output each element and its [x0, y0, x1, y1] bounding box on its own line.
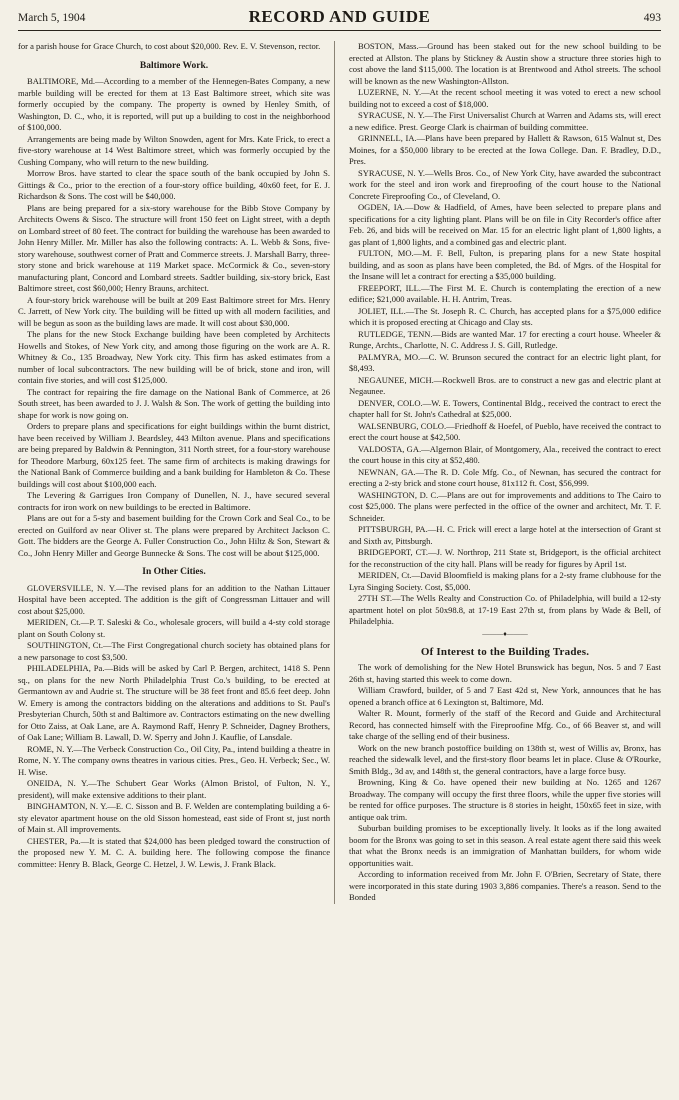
city-item: ROME, N. Y.—The Verbeck Construction Co., Oil City, Pa., intend building a theatre in Rome, N. Y. The company owns theatres in various cities. Pres., Geo. H. Verbeck; Sec., W. H. Wise. — [18, 743, 330, 777]
building-trades-heading: Of Interest to the Building Trades. — [420, 645, 590, 658]
cities-continued-section — [349, 41, 661, 628]
baltimore-section — [18, 76, 330, 559]
city-item: GLOVERSVILLE, N. Y.—The revised plans for an addition to the Nathan Littauer Hospital have been accepted. The addition is the gift of Congressman Littauer and will cost about $25,000. — [18, 582, 330, 616]
city-item: FULTON, MO.—M. F. Bell, Fulton, is preparing plans for a new State hospital building, and as soon as plans have been completed, the Bd. of Mgrs. of the Hospital for the Insane will let a contract for erecting a $35,000 building. — [349, 248, 661, 281]
baltimore-item: The plans for the new Stock Exchange building have been completed by Architects Howells and Stokes, of New York city, and among those figuring on the work are A. R. Whitney & Co., 135 Broadway, New York city. This firm has asked estimates from a number of local subcontractors. The new building will be of brick, stone and iron, will contain five stories, and will cost $125,000. — [18, 329, 330, 385]
baltimore-item: The contract for repairing the fire damage on the National Bank of Commerce, at 26 South street, has been awarded to J. J. Walsh & Son. The work of getting the building into shape for work is now going on. — [18, 386, 330, 420]
other-cities-heading: In Other Cities. — [142, 567, 206, 577]
city-item: VALDOSTA, GA.—Algernon Blair, of Montgomery, Ala., received the contract to erect the court house in this city at $52,480. — [349, 443, 661, 465]
right-column — [349, 41, 661, 904]
baltimore-item: A four-story brick warehouse will be built at 209 East Baltimore street for Mrs. Henry C. Jarrett, of New York city. The building will be fitted up with all modern facilities, and will be begun as soon as the building laws are made. It will cost about $30,000. — [18, 294, 330, 328]
left-column — [18, 41, 335, 904]
trades-item: Suburban building promises to be exceptionally lively. It looks as if the long awaited boom for the Bronx was going to set in this season. A real estate agent there said this week that what the Bronx needs is an immigration of Manhattan builders, for whom wide opportunities wait. — [349, 823, 661, 868]
baltimore-item: The Levering & Garrigues Iron Company of Dunellen, N. J., have secured several contracts for iron work on new buildings to be erected in Baltimore. — [18, 490, 330, 512]
city-item: WASHINGTON, D. C.—Plans are out for improvements and additions to The Cairo to cost $25,000. The plans were perfected in the office of the owner and architect, Mr. T. F. Schneider. — [349, 489, 661, 523]
city-item: JOLIET, ILL.—The St. Joseph R. C. Church, has accepted plans for a $75,000 edifice which it is proposed erecting at Chicago and Clay sts. — [349, 305, 661, 327]
city-item: NEGAUNEE, MICH.—Rockwell Bros. are to construct a new gas and electric plant at Negaunee. — [349, 374, 661, 396]
city-item: OGDEN, IA.—Dow & Hadfield, of Ames, have been selected to prepare plans and specifications for a city lighting plant. Plans will be on file in City Recorder's office after Feb. 26, and bids will be received on Mar. 15 for an electric light plant of 1,800 lights, a gas plant of 1,800 lights, and a combined gas and electric plant. — [349, 202, 661, 247]
city-item: PITTSBURGH, PA.—H. C. Frick will erect a large hotel at the intersection of Grant st and Sixth av, Pittsburgh. — [349, 524, 661, 546]
city-item: DENVER, COLO.—W. E. Towers, Continental Bldg., received the contract to erect the chapter hall for St. John's Cathedral at $25,000. — [349, 397, 661, 419]
trades-item: The work of demolishing for the New Hotel Brunswick has begun, Nos. 5 and 7 East 26th st, having started this week to come down. — [349, 662, 661, 684]
trades-item: Browning, King & Co. have opened their new building at No. 1265 and 1267 Broadway. The company will occupy the first three floors, while the upper five stories will be rented for office purposes. The structure is 8 stories in height, 150x65 feet in size, with antique oak trim. — [349, 777, 661, 822]
baltimore-item: Arrangements are being made by Wilton Snowden, agent for Mrs. Kate Frick, to erect a five-story warehouse at 14 West Baltimore street, which was formerly occupied by the Cushing Company, who will return to the new building. — [18, 133, 330, 167]
intro-paragraph: for a parish house for Grace Church, to cost about $20,000. Rev. E. V. Stevenson, rector. — [18, 41, 321, 51]
city-item: CHESTER, Pa.—It is stated that $24,000 has been pledged toward the construction of the proposed new Y. M. C. A. building here. The following compose the finance committee: Henry B. Black, George C. Hetzel, J. W. Lewis, J. Frank Black. — [18, 835, 330, 869]
city-item: SYRACUSE, N. Y.—The First Universalist Church at Warren and Adams sts, will erect a new edifice. Prest. George Clark is chairman of building committee. — [349, 110, 661, 132]
trades-item: Walter R. Mount, formerly of the staff of the Record and Guide and Architectural Record, has connected himself with the Fireproofine Mfg. Co., of 66 Beaver st, and will take charge of the selling end of their business. — [349, 708, 661, 741]
baltimore-item: Plans are being prepared for a six-story warehouse for the Bibb Stove Company by Architects Owens & Sisco. The structure will front 150 feet on Light street, with a depth on Lombard street of 80 feet. The contract for building the warehouse has been awarded to John Henry Miller. Mr. Miller has also the following contracts: A. L. Webb & Sons, five-story warehouse, southwest corner of Pratt and Commerce streets. J. Marshall Barry, three-story stone and brick warehouse at 119 Market space. McCormick & Co., seven-story manufacturing plant, Concord and Lombard streets. Sadtler building, six-story brick, East Baltimore street, cost $60,000; Henry Brauns, architect. — [18, 202, 330, 293]
trades-item: William Crawford, builder, of 5 and 7 East 42d st, New York, announces that he has opened a branch office at 6 Lexington st, Baltimore, Md. — [349, 685, 661, 707]
city-item: PALMYRA, MO.—C. W. Brunson secured the contract for an electric light plant, for $8,493. — [349, 351, 661, 373]
city-item: WALSENBURG, COLO.—Friedhoff & Hoefel, of Pueblo, have received the contract to erect the court house at $42,500. — [349, 420, 661, 442]
issue-date: March 5, 1904 — [18, 12, 86, 24]
article-columns — [18, 41, 661, 904]
city-item: SOUTHINGTON, Ct.—The First Congregational church society has obtained plans for a new parsonage to cost $3,500. — [18, 640, 330, 662]
city-item: MERIDEN, Ct.—P. T. Saleski & Co., wholesale grocers, will build a 4-sty cold storage plant on South Colony st. — [18, 617, 330, 639]
city-item: NEWNAN, GA.—The R. D. Cole Mfg. Co., of Newnan, has secured the contract for erecting a 2-sty brick and stone court house, 81x112 ft. Cost, $56,999. — [349, 466, 661, 488]
baltimore-item: Orders to prepare plans and specifications for eight buildings within the burnt district, have been received by William J. Beardsley, 443 Milton avenue. Plans and specifications are being prepared by Baldwin & Pennington, 311 North street, for a four-story warehouse for Theodore Marburg, 60x125 feet. The same firm of architects is making drawings for the National Bank of Commerce building and a bank building for Hambleton & Co. These buildings will cost about $100,000 each. — [18, 421, 330, 489]
city-item: MERIDEN, Ct.—David Bloomfield is making plans for a 2-sty frame clubhouse for the Lyra Singing Society. Cost, $5,000. — [349, 570, 661, 592]
page-header — [18, 6, 661, 31]
trades-item: Work on the new branch postoffice building on 138th st, west of Willis av, Bronx, has reached the sidewalk level, and the first-story floor beams let in place. Cluse & O'Rourke, Smith Bldg., 3d av, and 148th st, the general contractors, have a large force busy. — [349, 742, 661, 776]
city-item: 27TH ST.—The Wells Realty and Construction Co. of Philadelphia, will build a 12-sty apartment hotel on plot 50x98.8, at 17-19 East 27th st, from plans by Wade & Bell, of Philadelphia. — [349, 593, 661, 626]
other-cities-section — [18, 583, 330, 871]
baltimore-item: BALTIMORE, Md.—According to a member of the Hennegen-Bates Company, a new marble building will be erected for them at 13 East Baltimore street, which site was formerly occupied by the company. The property is owned by Henley Smith, of Washington, D. C., who, it is reported, will put up a building to cost in the neighborhood of $100,000. — [18, 76, 330, 132]
city-item: PHILADELPHIA, Pa.—Bids will be asked by Carl P. Bergen, architect, 1418 S. Penn sq., on plans for the new North Philadelphia Trust Co.'s building, to be erected at Germantown av and Audrie st. The structure will be 38 feet front and 85.6 feet deep. John W. Emery is among the contractors bidding on the alterations and additions to St. Paul's Presbyterian Church, 50th st and Baltimore av. Contractors estimating on the new dwelling for Otto Zaiss, at Oak Lane, are A. Raymond Raff, Henry P. Schneider, Dagney Brothers, of Oak Lane; William B. Lawall, D. W. Sperry and John J. Kauflie, of Lansdale. — [18, 663, 330, 742]
city-item: RUTLEDGE, TENN.—Bids are wanted Mar. 17 for erecting a court house. Wheeler & Runge, Archts., Charlotte, N. C. Address J. S. Gill, Rutledge. — [349, 328, 661, 350]
trades-item: According to information received from Mr. John F. O'Brien, Secretary of State, there were incorporated in this state during 1903 3,886 companies. There's a reason. Send to the Bonded — [349, 869, 661, 902]
city-item: BINGHAMTON, N. Y.—E. C. Sisson and B. F. Welden are contemplating building a 6-sty elevator apartment house on the old Sisson homestead, east side of Front st, just north of Main st. All improvements. — [18, 801, 330, 834]
city-item: SYRACUSE, N. Y.—Wells Bros. Co., of New York City, have awarded the subcontract work for the steel and iron work and fireproofing of the court house to the National Concrete Fireproofing Co., of Cleveland, O. — [349, 167, 661, 201]
baltimore-heading: Baltimore Work. — [139, 60, 209, 71]
page-number: 493 — [643, 12, 661, 24]
city-item: FREEPORT, ILL.—The First M. E. Church is contemplating the erection of a new edifice; $21,000 available. H. H. Antrim, Treas. — [349, 282, 661, 304]
city-item: BRIDGEPORT, CT.—J. W. Northrop, 211 State st, Bridgeport, is the official architect for the reconstruction of the city hall. Plans will be ready for figures by April 1st. — [349, 547, 661, 569]
city-item: BOSTON, Mass.—Ground has been staked out for the new school building to be erected at Allston. The plans by Stickney & Austin show a structure three stories high to cost above the land $115,000. The location is at Brentwood and Athol streets. The school will be known as the new Washington-Allston. — [349, 41, 661, 86]
city-item: ONEIDA, N. Y.—The Schubert Gear Works (Almon Bristol, of Fulton, N. Y., president), will make extensive additions to their plant. — [18, 778, 330, 800]
section-divider-ornament: ———♦——— — [482, 629, 528, 638]
city-item: LUZERNE, N. Y.—At the recent school meeting it was voted to erect a new school building not to exceed a cost of $18,000. — [349, 87, 661, 109]
city-item: GRINNELL, IA.—Plans have been prepared by Hallett & Rawson, 615 Walnut st, Des Moines, for a $50,000 library to be erected at the Iowa College. Dan. F. Bradley, D.D., Pres. — [349, 133, 661, 166]
baltimore-item: Morrow Bros. have started to clear the space south of the bank occupied by John S. Gittings & Co., prior to the erection of a four-story office building, 40x60 feet, for E. J. Richardson & Sons. The cost will be $40,000. — [18, 168, 330, 201]
baltimore-item: Plans are out for a 5-sty and basement building for the Crown Cork and Seal Co., to be erected on Guilford av near Oliver st. The plans were prepared by Architect Jackson C. Gott. The bidders are the George A. Fuller Construction Co., John Hiltz & Son, Stewart & Co., John Henry Miller and George Bunnecke & Sons. The cost will be about $125,000. — [18, 513, 330, 558]
building-trades-section — [349, 662, 661, 904]
publication-title: RECORD AND GUIDE — [248, 7, 431, 26]
